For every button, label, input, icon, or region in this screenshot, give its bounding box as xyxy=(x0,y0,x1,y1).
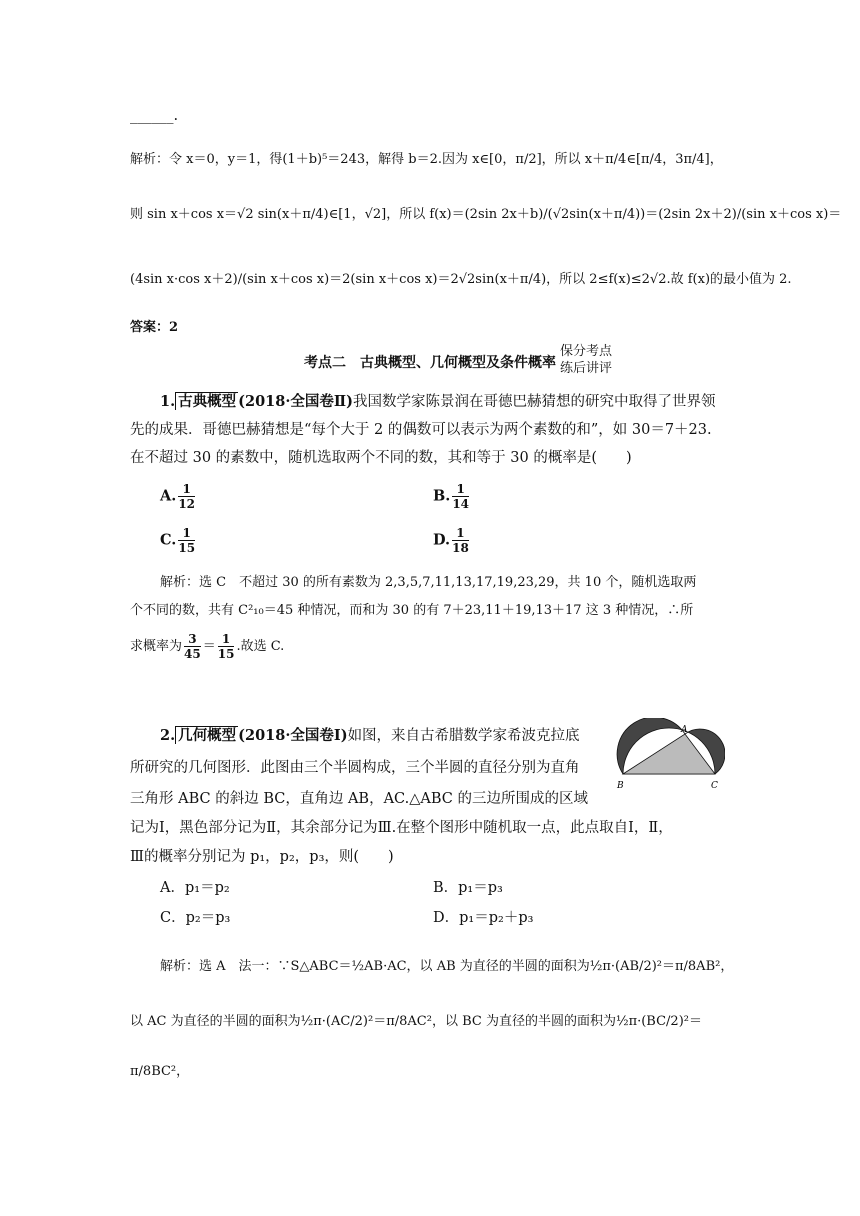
answer-blank: ______. xyxy=(130,108,179,124)
q1-line-1: 1. 古典概型 (2018·全国卷Ⅱ)我国数学家陈景润在哥德巴赫猜想的研究中取得了世界领 xyxy=(160,393,716,410)
section-heading xyxy=(0,352,860,372)
label-c: C xyxy=(711,781,718,791)
q1-option-c: C. $\frac{1}{15}$ xyxy=(160,526,196,555)
q1-source: (2018·全国卷Ⅱ) xyxy=(238,393,353,410)
q2-solution-2: 以 AC 为直径的半圆的面积为½π·(AC/2)²＝π/8AC²，以 BC 为直径的半圆的面积为½π·(BC/2)²＝ xyxy=(130,1014,702,1029)
solution-line-3: (4sin x·cos x＋2)/(sin x＋cos x)＝2(sin x＋cos x)＝2√2sin(x＋π/4)，所以 2≤f(x)≤2√2.故 f(x)的最小值为 2. xyxy=(130,272,792,287)
q2-line-1: 2. 几何概型 (2018·全国卷Ⅰ)如图，来自古希腊数学家希波克拉底 xyxy=(160,727,580,744)
q1-solution-3: 求概率为 $\frac{3}{45}$ ＝ $\frac{1}{15}$ .故选 C. xyxy=(130,632,285,661)
solution-line-2: 则 sin x＋cos x＝√2 sin(x＋π/4)∈[1，√2]，所以 f(x)＝(2sin 2x＋b)/(√2sin(x＋π/4))＝(2sin 2x＋2)/(sin x＋cos x)＝ xyxy=(130,207,842,222)
q2-line-4: 记为Ⅰ，黑色部分记为Ⅱ，其余部分记为Ⅲ.在整个图形中随机取一点，此点取自Ⅰ，Ⅱ， xyxy=(130,820,673,836)
section-title: 考点二 古典概型、几何概型及条件概率 xyxy=(304,355,556,371)
q2-line-5: Ⅲ的概率分别记为 p₁，p₂，p₃，则( ) xyxy=(130,849,394,865)
section-side-2: 练后讲评 xyxy=(560,361,613,376)
q2-option-b: B．p₁＝p₃ xyxy=(433,880,503,896)
q1-line-2: 先的成果．哥德巴赫猜想是“每个大于 2 的偶数可以表示为两个素数的和”，如 30＝7＋23. xyxy=(130,422,712,438)
label-a: A xyxy=(681,725,688,735)
solution-line-1: 解析：令 x＝0，y＝1，得(1＋b)⁵＝243，解得 b＝2.因为 x∈[0，π/2]，所以 x＋π/4∈[π/4，3π/4]， xyxy=(130,152,723,167)
q1-solution-2: 个不同的数，共有 C²₁₀＝45 种情况，而和为 30 的有 7＋23,11＋19,13＋17 这 3 种情况，∴所 xyxy=(130,603,694,618)
section-side-1: 保分考点 xyxy=(560,344,613,359)
q2-tag: 几何概型 xyxy=(175,726,238,744)
q2-solution-1: 解析：选 A 法一：∵S△ABC＝½AB·AC，以 AB 为直径的半圆的面积为½π·(AB/2)²＝π/8AB²， xyxy=(160,959,734,974)
hippocrates-lune-figure xyxy=(613,718,725,798)
q2-line-3: 三角形 ABC 的斜边 BC，直角边 AB，AC.△ABC 的三边所围成的区域 xyxy=(130,791,588,807)
q1-solution-1: 解析：选 C 不超过 30 的所有素数为 2,3,5,7,11,13,17,19,23,29，共 10 个，随机选取两 xyxy=(160,575,697,590)
q2-option-d: D．p₁＝p₂＋p₃ xyxy=(433,910,534,926)
q1-option-b: B. $\frac{1}{14}$ xyxy=(433,482,470,511)
q2-source: (2018·全国卷Ⅰ) xyxy=(238,727,348,744)
label-b: B xyxy=(617,781,624,791)
q2-line-2: 所研究的几何图形．此图由三个半圆构成，三个半圆的直径分别为直角 xyxy=(130,760,580,776)
q2-option-c: C．p₂＝p₃ xyxy=(160,910,231,926)
q1-line-3: 在不超过 30 的素数中，随机选取两个不同的数，其和等于 30 的概率是( ) xyxy=(130,450,632,466)
q1-tag: 古典概型 xyxy=(175,392,238,410)
q1-option-d: D. $\frac{1}{18}$ xyxy=(433,526,469,555)
section-side-labels xyxy=(560,343,612,377)
q2-solution-3: π/8BC²， xyxy=(130,1064,190,1079)
q1-option-a: A. $\frac{1}{12}$ xyxy=(160,482,196,511)
q2-option-a: A．p₁＝p₂ xyxy=(160,880,230,896)
answer-line: 答案：2 xyxy=(130,320,179,335)
